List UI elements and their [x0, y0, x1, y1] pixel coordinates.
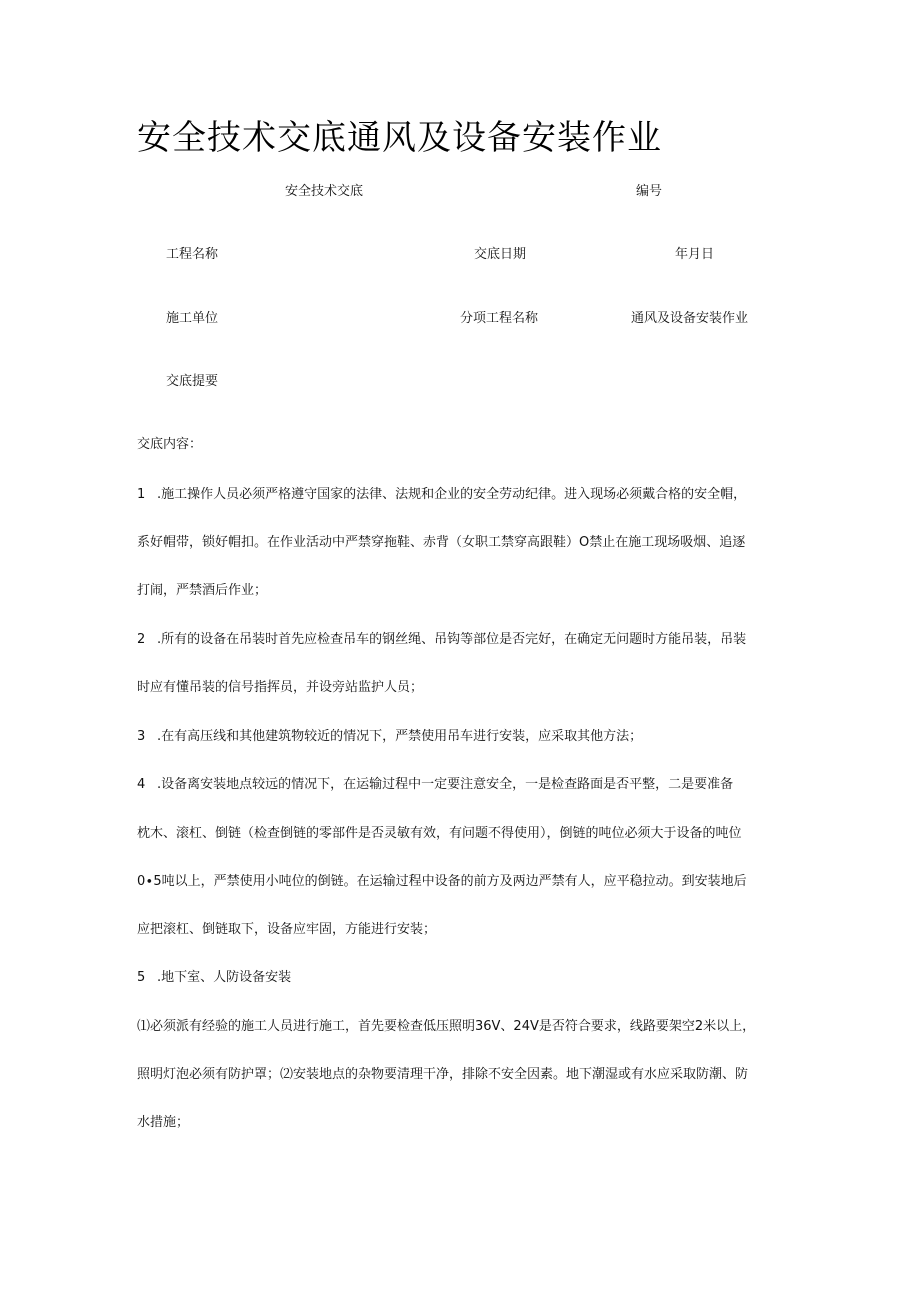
item-text: .地下室、人防设备安装	[157, 970, 292, 985]
item-number: 4	[137, 777, 146, 792]
content-item-line: 应把滚杠、倒链取下，设备应牢固，方能进行安装；	[137, 922, 437, 937]
item-text: .施工操作人员必须严格遵守国家的法律、法规和企业的安全劳动纪律。进入现场必须戴合格的安全帽，	[157, 487, 747, 502]
content-item-line: 打闹，严禁酒后作业；	[137, 583, 268, 598]
item-number: 1	[137, 487, 146, 502]
item-text: .设备离安装地点较远的情况下，在运输过程中一定要注意安全，一是检查路面是否平整，二是要准备	[157, 777, 734, 792]
content-item-line	[137, 968, 291, 988]
unit-label: 施工单位	[166, 311, 219, 326]
content-item-line	[137, 727, 642, 747]
sub-project-label: 分项工程名称	[460, 311, 539, 326]
document-title: 安全技术交底通风及设备安装作业	[137, 118, 662, 158]
sub-item-line: 水措施；	[137, 1115, 190, 1130]
date-value: 年月日	[675, 247, 715, 262]
item-number: 5	[137, 970, 146, 985]
content-heading: 交底内容：	[137, 437, 203, 452]
item-number: 2	[137, 632, 146, 647]
sub-project-value: 通风及设备安装作业	[631, 311, 749, 326]
content-item-line: 系好帽带，锁好帽扣。在作业活动中严禁穿拖鞋、赤背（女职工禁穿高跟鞋）O禁止在施工现场吸烟、追逐	[137, 535, 746, 550]
summary-label: 交底提要	[166, 374, 219, 389]
item-text: .在有高压线和其他建筑物较近的情况下，严禁使用吊车进行安装，应采取其他方法；	[157, 729, 643, 744]
content-item-line	[137, 630, 746, 650]
item-number: 3	[137, 729, 146, 744]
sub-item-line: 照明灯泡必须有防护罩；⑵安装地点的杂物要清理干净，排除不安全因素。地下潮湿或有水应采取防潮、防	[137, 1067, 749, 1082]
content-item-line	[137, 485, 746, 505]
heading-label: 安全技术交底	[285, 184, 364, 199]
item-text: .所有的设备在吊装时首先应检查吊车的钢丝绳、吊钩等部位是否完好，在确定无问题时方能吊装，吊装	[157, 632, 747, 647]
sub-item-line: ⑴必须派有经验的施工人员进行施工，首先要检查低压照明36V、24V是否符合要求，线路要架空2米以上，	[137, 1019, 756, 1034]
content-item-line	[137, 775, 733, 795]
content-item-line: 时应有懂吊装的信号指挥员，并设旁站监护人员；	[137, 680, 424, 695]
content-item-line: 枕木、滚杠、倒链（检查倒链的零部件是否灵敏有效，有问题不得使用），倒链的吨位必须大于设备的吨位	[137, 826, 742, 841]
project-name-label: 工程名称	[166, 247, 219, 262]
content-item-line: 0∙5吨以上，严禁使用小吨位的倒链。在运输过程中设备的前方及两边严禁有人，应平稳拉动。到安装地后	[137, 874, 747, 889]
number-label: 编号	[636, 184, 663, 199]
date-label: 交底日期	[474, 247, 527, 262]
